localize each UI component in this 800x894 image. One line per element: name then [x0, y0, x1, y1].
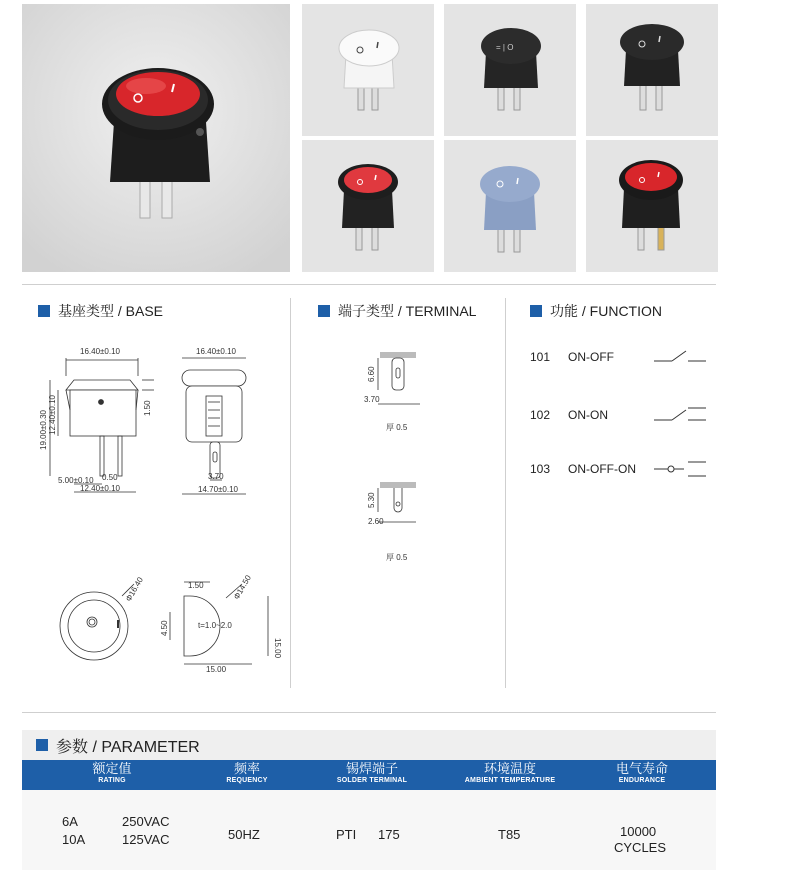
photo-red-switch-angled [586, 140, 718, 272]
header-solder-terminal: 锡焊端子 SOLDER TERMINAL [336, 761, 408, 784]
rating-current-2: 10A [62, 832, 86, 847]
header-endurance: 电气寿命 ENDURANCE [615, 761, 668, 784]
terminal-heading [318, 301, 476, 321]
header-ambient-temperature: 环境温度 AMBIENT TEMPERATURE [464, 761, 556, 784]
solder-terminal-value: 175 [378, 827, 400, 842]
red-switch-image [22, 4, 290, 272]
function-name: ON-OFF [568, 350, 614, 364]
rating-voltage-2: 125VAC [122, 832, 170, 847]
function-code: 102 [530, 408, 551, 422]
dim-cut-height: 15.00 [273, 638, 282, 659]
ambient-temperature-value: T85 [498, 827, 521, 842]
dim-cut-top: 1.50 [188, 581, 204, 590]
endurance-line2: CYCLES [614, 840, 667, 855]
dim-top-width-2: 16.40±0.10 [196, 347, 236, 356]
dim-pin-space: 5.00±0.10 [58, 476, 94, 485]
dim-cut-width: 15.00 [206, 665, 227, 674]
parameter-title: 参数 / PARAMETER [56, 738, 200, 756]
function-code: 101 [530, 350, 551, 364]
photo-black-switch [586, 4, 718, 136]
base-drawings [30, 330, 280, 690]
header-frequency: 频率 REQUENCY [226, 761, 268, 784]
terminal-heading-text: 端子类型 / TERMINAL [338, 303, 477, 319]
dim-pin-width: 0.50 [102, 473, 118, 482]
parameter-header-bar [22, 730, 716, 760]
dim-top-width-1: 16.40±0.10 [80, 347, 120, 356]
base-heading-text: 基座类型 / BASE [58, 303, 164, 319]
dim-pin-side: 3.70 [208, 472, 224, 481]
header-rating: 额定值 RATING [92, 761, 132, 784]
photo-white-switch [302, 4, 434, 136]
divider-base-terminal [290, 298, 291, 688]
terminal1-thickness: 厚 0.5 [386, 423, 408, 432]
function-heading-text: 功能 / FUNCTION [550, 303, 662, 319]
dim-height-total: 19.00±0.30 [39, 410, 48, 450]
function-name: ON-OFF-ON [568, 462, 636, 476]
dim-height-body: 12.40±0.10 [48, 395, 57, 435]
dim-bottom-2: 14.70±0.10 [198, 485, 238, 494]
endurance-line1: 10000 [620, 824, 657, 839]
solder-terminal-label: PTI [336, 827, 357, 842]
photo-red-switch-small [302, 140, 434, 272]
divider-terminal-function [505, 298, 506, 688]
base-heading [38, 301, 163, 321]
dim-rocker-height: 1.50 [143, 400, 152, 416]
rating-current-1: 6A [62, 814, 78, 829]
function-row-103 [530, 458, 706, 480]
rating-voltage-1: 250VAC [122, 814, 170, 829]
photo-black-three-position-switch [444, 4, 576, 136]
dim-terminal1-width: 3.70 [364, 395, 380, 404]
dim-terminal1-height: 6.60 [367, 366, 376, 382]
parameter-table-header [22, 760, 716, 790]
on-on-symbol-icon [654, 404, 706, 426]
svg-text:= | O: = | O [496, 43, 514, 52]
function-row-102 [530, 404, 706, 426]
function-row-101 [530, 349, 706, 365]
terminal2-thickness: 厚 0.5 [386, 553, 408, 562]
frequency-value: 50HZ [228, 827, 260, 842]
dim-cut-diameter: Φ14.50 [231, 573, 253, 601]
parameter-table-row [22, 790, 716, 870]
main-photo-red-switch [22, 4, 290, 272]
bottom-divider [22, 712, 716, 713]
square-bullet-icon [38, 305, 50, 317]
dim-terminal2-height: 5.30 [367, 492, 376, 508]
top-divider [22, 284, 716, 285]
square-bullet-icon [318, 305, 330, 317]
on-off-on-symbol-icon [654, 458, 706, 480]
on-off-symbol-icon [654, 349, 706, 365]
square-bullet-icon [36, 739, 48, 751]
function-heading [530, 301, 662, 321]
dim-cut-side: 4.50 [160, 620, 169, 636]
terminal-drawings [350, 340, 470, 580]
dim-terminal2-width: 2.60 [368, 517, 384, 526]
function-name: ON-ON [568, 408, 608, 422]
dim-front-diameter: Φ16.40 [123, 575, 145, 603]
function-code: 103 [530, 462, 551, 476]
square-bullet-icon [530, 305, 542, 317]
photo-blue-switch [444, 140, 576, 272]
dim-cut-thickness: t=1.0~2.0 [198, 621, 232, 630]
dim-bottom-1: 12.40±0.10 [80, 484, 120, 493]
